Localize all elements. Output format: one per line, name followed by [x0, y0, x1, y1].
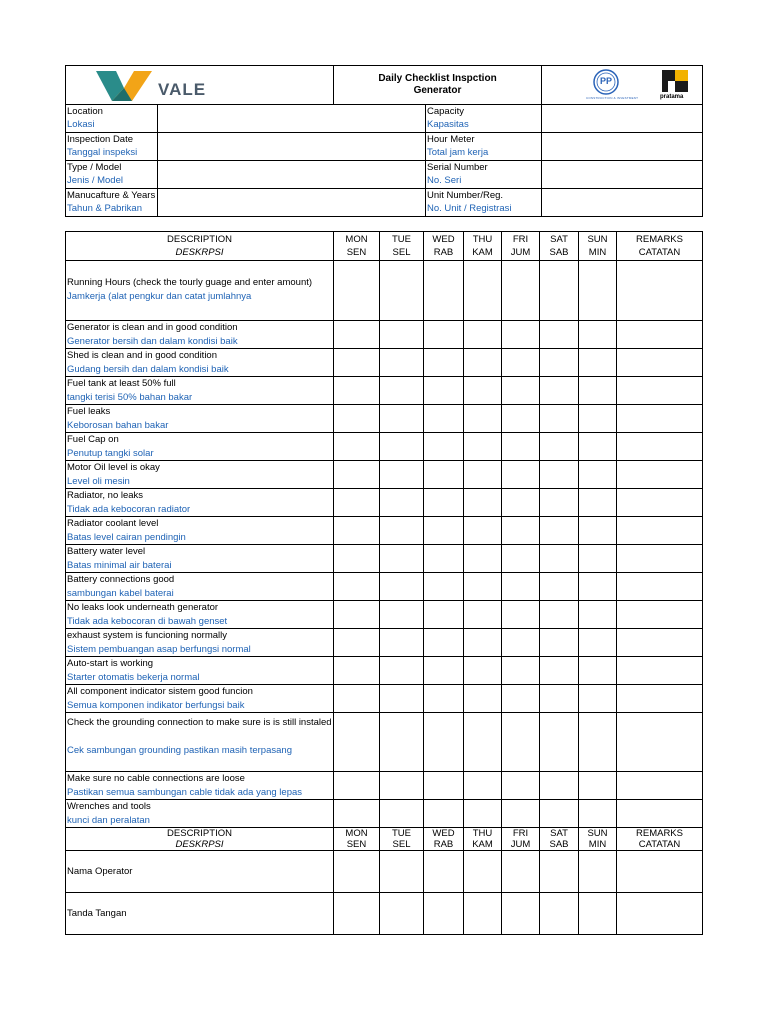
check-cell-fri[interactable] [502, 261, 540, 321]
day-header-fri: FRI JUM [502, 232, 540, 261]
check-cell-fri[interactable] [502, 433, 540, 461]
check-cell-mon[interactable] [334, 685, 380, 713]
item-label-id: Cek sambungan grounding pastikan masih terpasang [67, 744, 292, 756]
item-label-en: Generator is clean and in good condition [67, 322, 238, 333]
check-cell-thu[interactable] [464, 261, 502, 321]
check-cell-tue[interactable] [380, 772, 424, 800]
checklist-item-description [66, 800, 334, 828]
checklist-item-description [66, 601, 334, 629]
operator-cell-sat[interactable] [540, 851, 579, 893]
vale-logo-cell [66, 66, 334, 105]
check-cell-fri[interactable] [502, 489, 540, 517]
item-label-id: Gudang bersih dan dalam kondisi baik [67, 363, 229, 375]
check-cell-mon[interactable] [334, 601, 380, 629]
check-cell-mon[interactable] [334, 713, 380, 772]
check-cell-wed[interactable] [424, 629, 464, 657]
checklist-item-description [66, 713, 334, 772]
pratama-logo-icon [660, 68, 690, 94]
check-cell-wed[interactable] [424, 573, 464, 601]
check-cell-sat[interactable] [540, 545, 579, 573]
check-cell-tue[interactable] [380, 321, 424, 349]
item-label-en: Battery water level [67, 546, 146, 557]
check-cell-wed[interactable] [424, 657, 464, 685]
item-label-en: Fuel leaks [67, 406, 111, 417]
operator-cell-sun[interactable] [579, 851, 617, 893]
checklist-row [66, 433, 703, 461]
item-label-id: tangki terisi 50% bahan bakar [67, 391, 193, 403]
check-cell-sun[interactable] [579, 713, 617, 772]
day-header-mon: MON SEN [334, 232, 380, 261]
check-cell-sat[interactable] [540, 685, 579, 713]
check-cell-mon[interactable] [334, 321, 380, 349]
check-cell-thu[interactable] [464, 405, 502, 433]
check-cell-wed[interactable] [424, 405, 464, 433]
check-cell-sat[interactable] [540, 489, 579, 517]
check-cell-tue[interactable] [380, 489, 424, 517]
checklist-row [66, 461, 703, 489]
checklist-row [66, 261, 703, 321]
title-line-2: Generator [413, 85, 462, 96]
check-cell-mon[interactable] [334, 629, 380, 657]
check-cell-mon[interactable] [334, 517, 380, 545]
signature-cell-sat[interactable] [540, 893, 579, 935]
check-cell-sat[interactable] [540, 517, 579, 545]
checklist-row [66, 601, 703, 629]
remarks-cell[interactable] [617, 573, 703, 601]
signature-cell-mon[interactable] [334, 893, 380, 935]
day-header-sat: SAT SAB [540, 232, 579, 261]
remarks-cell[interactable] [617, 800, 703, 828]
check-cell-sun[interactable] [579, 405, 617, 433]
check-cell-mon[interactable] [334, 545, 380, 573]
operator-cell-tue[interactable] [380, 851, 424, 893]
item-label-en: Motor Oil level is okay [67, 462, 160, 473]
checklist-item-description [66, 349, 334, 377]
checklist-row [66, 685, 703, 713]
check-cell-mon[interactable] [334, 489, 380, 517]
remarks-cell[interactable] [617, 685, 703, 713]
check-cell-thu[interactable] [464, 629, 502, 657]
check-cell-fri[interactable] [502, 573, 540, 601]
check-cell-tue[interactable] [380, 601, 424, 629]
check-cell-wed[interactable] [424, 545, 464, 573]
check-cell-tue[interactable] [380, 261, 424, 321]
check-cell-sun[interactable] [579, 772, 617, 800]
document-title [334, 66, 542, 105]
check-cell-tue[interactable] [380, 629, 424, 657]
signature-header-row [66, 828, 703, 851]
remarks-cell[interactable] [617, 377, 703, 405]
item-label-id: Sistem pembuangan asap berfungsi normal [67, 643, 251, 655]
check-cell-fri[interactable] [502, 545, 540, 573]
checklist-row [66, 772, 703, 800]
pp-tagline: CONSTRUCTION & INVESTMENT [586, 96, 639, 100]
day-header-2-sat: SAT SAB [540, 828, 579, 851]
check-cell-tue[interactable] [380, 377, 424, 405]
check-cell-sat[interactable] [540, 377, 579, 405]
item-label-id: Level oli mesin [67, 475, 130, 487]
item-label-id: Jamkerja (alat pengkur dan catat jumlahnya [67, 290, 252, 302]
check-cell-mon[interactable] [334, 772, 380, 800]
vale-brand-text: VALE [158, 80, 207, 99]
check-cell-fri[interactable] [502, 377, 540, 405]
inspection-date-label: Inspection Date Tanggal inspeksi [66, 133, 158, 161]
check-cell-wed[interactable] [424, 261, 464, 321]
remarks-cell[interactable] [617, 629, 703, 657]
checklist-table [65, 231, 703, 935]
day-header-2-thu: THU KAM [464, 828, 502, 851]
check-cell-fri[interactable] [502, 321, 540, 349]
remarks-cell[interactable] [617, 657, 703, 685]
check-cell-fri[interactable] [502, 713, 540, 772]
partner-logos-cell [542, 66, 703, 105]
checklist-item-description [66, 461, 334, 489]
item-label-en: All component indicator sistem good funcion [67, 686, 253, 697]
item-label-en: Check the grounding connection to make sure is is still instaled [67, 717, 332, 728]
serial-number-value-field[interactable] [542, 161, 703, 189]
checklist-item-description [66, 573, 334, 601]
check-cell-wed[interactable] [424, 321, 464, 349]
item-label-id: Starter otomatis bekerja normal [67, 671, 200, 683]
check-cell-sun[interactable] [579, 573, 617, 601]
check-cell-mon[interactable] [334, 433, 380, 461]
day-header-tue: TUE SEL [380, 232, 424, 261]
item-label-en: Radiator coolant level [67, 518, 159, 529]
check-cell-thu[interactable] [464, 433, 502, 461]
item-label-en: Auto-start is working [67, 658, 154, 669]
check-cell-thu[interactable] [464, 349, 502, 377]
location-label: Location Lokasi [66, 105, 158, 133]
check-cell-tue[interactable] [380, 685, 424, 713]
day-header-2-fri: FRI JUM [502, 828, 540, 851]
operator-label: Nama Operator [66, 851, 334, 893]
item-label-id: Batas level cairan pendingin [67, 531, 186, 543]
signature-cell-tue[interactable] [380, 893, 424, 935]
checklist-item-description [66, 261, 334, 321]
item-label-en: Running Hours (check the tourly guage and enter amount) [67, 277, 313, 288]
check-cell-wed[interactable] [424, 433, 464, 461]
check-cell-tue[interactable] [380, 573, 424, 601]
check-cell-sat[interactable] [540, 405, 579, 433]
day-header-thu: THU KAM [464, 232, 502, 261]
check-cell-mon[interactable] [334, 800, 380, 828]
checklist-row [66, 517, 703, 545]
checklist-item-description [66, 377, 334, 405]
operator-cell-mon[interactable] [334, 851, 380, 893]
pp-logo-text: PP [600, 76, 613, 86]
check-cell-wed[interactable] [424, 517, 464, 545]
check-cell-fri[interactable] [502, 800, 540, 828]
description-header: DESCRIPTION DESKRPSI [66, 232, 334, 261]
check-cell-tue[interactable] [380, 433, 424, 461]
remarks-cell[interactable] [617, 517, 703, 545]
remarks-cell[interactable] [617, 601, 703, 629]
check-cell-tue[interactable] [380, 545, 424, 573]
check-cell-sun[interactable] [579, 349, 617, 377]
day-header-2-sun: SUN MIN [579, 828, 617, 851]
check-cell-thu[interactable] [464, 321, 502, 349]
check-cell-fri[interactable] [502, 772, 540, 800]
check-cell-wed[interactable] [424, 713, 464, 772]
check-cell-thu[interactable] [464, 517, 502, 545]
checklist-item-description [66, 517, 334, 545]
check-cell-wed[interactable] [424, 489, 464, 517]
checklist-header-row [66, 232, 703, 261]
check-cell-thu[interactable] [464, 377, 502, 405]
operator-cell-fri[interactable] [502, 851, 540, 893]
check-cell-sun[interactable] [579, 800, 617, 828]
check-cell-mon[interactable] [334, 405, 380, 433]
check-cell-sat[interactable] [540, 321, 579, 349]
item-label-en: Battery connections good [67, 574, 175, 585]
checklist-row [66, 573, 703, 601]
check-cell-sun[interactable] [579, 433, 617, 461]
check-cell-fri[interactable] [502, 405, 540, 433]
item-label-id: sambungan kabel baterai [67, 587, 174, 599]
check-cell-sun[interactable] [579, 461, 617, 489]
signature-cell-fri[interactable] [502, 893, 540, 935]
check-cell-mon[interactable] [334, 349, 380, 377]
check-cell-tue[interactable] [380, 517, 424, 545]
check-cell-wed[interactable] [424, 349, 464, 377]
check-cell-sat[interactable] [540, 772, 579, 800]
checklist-row [66, 321, 703, 349]
checklist-item-description [66, 433, 334, 461]
check-cell-mon[interactable] [334, 657, 380, 685]
check-cell-wed[interactable] [424, 601, 464, 629]
check-cell-sat[interactable] [540, 261, 579, 321]
check-cell-sun[interactable] [579, 321, 617, 349]
checklist-row [66, 405, 703, 433]
remarks-cell[interactable] [617, 772, 703, 800]
check-cell-wed[interactable] [424, 685, 464, 713]
remarks-cell[interactable] [617, 261, 703, 321]
check-cell-sat[interactable] [540, 713, 579, 772]
check-cell-fri[interactable] [502, 601, 540, 629]
remarks-cell[interactable] [617, 461, 703, 489]
item-label-en: No leaks look underneath generator [67, 602, 219, 613]
item-label-id: Pastikan semua sambungan cable tidak ada yang lepas [67, 786, 303, 798]
check-cell-sat[interactable] [540, 461, 579, 489]
check-cell-sat[interactable] [540, 433, 579, 461]
signature-cell-sun[interactable] [579, 893, 617, 935]
check-cell-thu[interactable] [464, 601, 502, 629]
inspection-date-value-field[interactable] [158, 133, 426, 161]
check-cell-fri[interactable] [502, 349, 540, 377]
checklist-item-description [66, 657, 334, 685]
unit-number-label: Unit Number/Reg. No. Unit / Registrasi [426, 189, 542, 217]
remarks-cell[interactable] [617, 433, 703, 461]
checklist-item-description [66, 772, 334, 800]
checklist-item-description [66, 685, 334, 713]
item-label-en: Fuel Cap on [67, 434, 119, 445]
header-table [65, 65, 703, 217]
capacity-value-field[interactable] [542, 105, 703, 133]
checklist-item-description [66, 321, 334, 349]
check-cell-sat[interactable] [540, 601, 579, 629]
operator-cell-wed[interactable] [424, 851, 464, 893]
remarks-header-2: REMARKS CATATAN [617, 828, 703, 851]
check-cell-wed[interactable] [424, 461, 464, 489]
signature-label: Tanda Tangan [66, 893, 334, 935]
check-cell-tue[interactable] [380, 713, 424, 772]
checklist-row [66, 489, 703, 517]
hour-meter-value-field[interactable] [542, 133, 703, 161]
check-cell-thu[interactable] [464, 657, 502, 685]
pratama-logo-text: pratama [660, 94, 684, 100]
check-cell-fri[interactable] [502, 685, 540, 713]
check-cell-fri[interactable] [502, 657, 540, 685]
checklist-item-description [66, 405, 334, 433]
checklist-row [66, 800, 703, 828]
remarks-cell[interactable] [617, 321, 703, 349]
day-header-wed: WED RAB [424, 232, 464, 261]
check-cell-sat[interactable] [540, 573, 579, 601]
checklist-row [66, 713, 703, 772]
check-cell-tue[interactable] [380, 349, 424, 377]
item-label-id: Keborosan bahan bakar [67, 419, 169, 431]
remarks-cell[interactable] [617, 489, 703, 517]
signature-remarks-cell[interactable] [617, 893, 703, 935]
check-cell-mon[interactable] [334, 573, 380, 601]
manufacture-year-label: Manucafture & Years Tahun & Pabrikan [66, 189, 158, 217]
item-label-id: Tidak ada kebocoran di bawah genset [67, 615, 228, 627]
remarks-cell[interactable] [617, 405, 703, 433]
item-label-en: Fuel tank at least 50% full [67, 378, 176, 389]
serial-number-label: Serial Number No. Seri [426, 161, 542, 189]
check-cell-sun[interactable] [579, 261, 617, 321]
check-cell-thu[interactable] [464, 461, 502, 489]
check-cell-thu[interactable] [464, 545, 502, 573]
check-cell-thu[interactable] [464, 800, 502, 828]
type-model-label: Type / Model Jenis / Model [66, 161, 158, 189]
item-label-en: Shed is clean and in good condition [67, 350, 218, 361]
remarks-cell[interactable] [617, 349, 703, 377]
day-header-2-mon: MON SEN [334, 828, 380, 851]
checklist-row [66, 657, 703, 685]
title-line-1: Daily Checklist Inspction [378, 73, 497, 84]
check-cell-fri[interactable] [502, 461, 540, 489]
check-cell-mon[interactable] [334, 461, 380, 489]
checklist-sheet [65, 65, 702, 935]
item-label-en: Make sure no cable connections are loose [67, 773, 245, 784]
check-cell-sun[interactable] [579, 601, 617, 629]
operator-remarks-cell[interactable] [617, 851, 703, 893]
signature-row [66, 893, 703, 935]
signature-cell-thu[interactable] [464, 893, 502, 935]
remarks-cell[interactable] [617, 713, 703, 772]
day-header-2-tue: TUE SEL [380, 828, 424, 851]
check-cell-sat[interactable] [540, 800, 579, 828]
check-cell-thu[interactable] [464, 489, 502, 517]
check-cell-fri[interactable] [502, 629, 540, 657]
checklist-row [66, 629, 703, 657]
check-cell-thu[interactable] [464, 772, 502, 800]
item-label-id: kunci dan peralatan [67, 814, 150, 826]
operator-name-row [66, 851, 703, 893]
check-cell-sun[interactable] [579, 489, 617, 517]
checklist-row [66, 349, 703, 377]
checklist-row [66, 377, 703, 405]
check-cell-thu[interactable] [464, 573, 502, 601]
check-cell-sun[interactable] [579, 685, 617, 713]
check-cell-sun[interactable] [579, 545, 617, 573]
check-cell-thu[interactable] [464, 685, 502, 713]
checklist-item-description [66, 629, 334, 657]
item-label-en: Radiator, no leaks [67, 490, 144, 501]
check-cell-tue[interactable] [380, 657, 424, 685]
item-label-id: Tidak ada kebocoran radiator [67, 503, 191, 515]
check-cell-sun[interactable] [579, 377, 617, 405]
capacity-label: Capacity Kapasitas [426, 105, 542, 133]
operator-cell-thu[interactable] [464, 851, 502, 893]
checklist-row [66, 545, 703, 573]
remarks-header: REMARKS CATATAN [617, 232, 703, 261]
item-label-en: exhaust system is funcioning normally [67, 630, 227, 641]
check-cell-thu[interactable] [464, 713, 502, 772]
check-cell-sun[interactable] [579, 517, 617, 545]
location-value-field[interactable] [158, 105, 426, 133]
check-cell-tue[interactable] [380, 461, 424, 489]
check-cell-mon[interactable] [334, 261, 380, 321]
item-label-id: Generator bersih dan dalam kondisi baik [67, 335, 238, 347]
check-cell-tue[interactable] [380, 405, 424, 433]
check-cell-sat[interactable] [540, 657, 579, 685]
check-cell-sun[interactable] [579, 657, 617, 685]
check-cell-sun[interactable] [579, 629, 617, 657]
checklist-item-description [66, 489, 334, 517]
type-model-value-field[interactable] [158, 161, 426, 189]
hour-meter-label: Hour Meter Total jam kerja [426, 133, 542, 161]
day-header-sun: SUN MIN [579, 232, 617, 261]
check-cell-sat[interactable] [540, 629, 579, 657]
check-cell-wed[interactable] [424, 772, 464, 800]
check-cell-mon[interactable] [334, 377, 380, 405]
check-cell-tue[interactable] [380, 800, 424, 828]
item-label-id: Batas minimal air baterai [67, 559, 172, 571]
item-label-en: Wrenches and tools [67, 801, 151, 812]
item-label-id: Semua komponen indikator berfungsi baik [67, 699, 245, 711]
checklist-item-description [66, 545, 334, 573]
check-cell-sat[interactable] [540, 349, 579, 377]
remarks-cell[interactable] [617, 545, 703, 573]
check-cell-wed[interactable] [424, 800, 464, 828]
day-header-2-wed: WED RAB [424, 828, 464, 851]
description-header-2: DESCRIPTION DESKRPSI [66, 828, 334, 851]
check-cell-fri[interactable] [502, 517, 540, 545]
item-label-id: Penutup tangki solar [67, 447, 154, 459]
signature-cell-wed[interactable] [424, 893, 464, 935]
check-cell-wed[interactable] [424, 377, 464, 405]
unit-number-value-field[interactable] [542, 189, 703, 217]
manufacture-year-value-field[interactable] [158, 189, 426, 217]
